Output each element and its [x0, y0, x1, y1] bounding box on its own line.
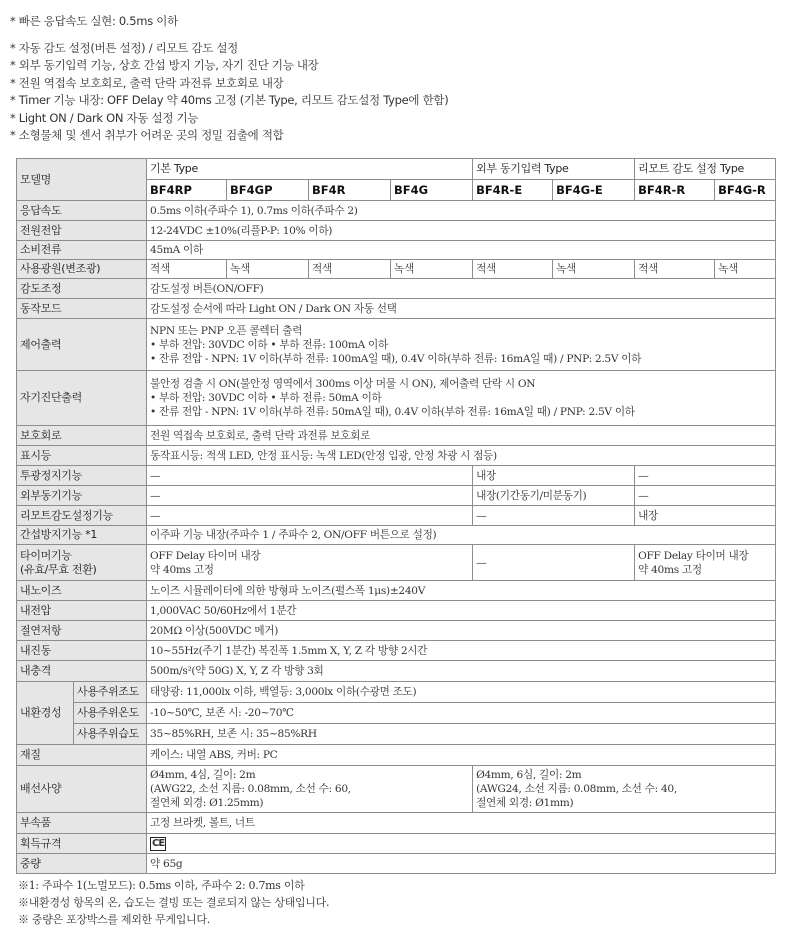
timer-label: 타이머기능 [20, 548, 72, 562]
light-color-cell: 적색 [635, 260, 715, 279]
footnotes [18, 877, 329, 928]
ce-mark-icon: CE [152, 838, 165, 849]
spec-table [16, 158, 776, 874]
feature-item: * 자동 감도 설정(버튼 설정) / 리모트 감도 설정 [10, 40, 238, 55]
diagnosis-line: 불안정 검출 시 ON(불안정 영역에서 300ms 이상 머물 시 ON), 제어출력 단락 시 ON [150, 378, 536, 390]
row-label: 표시등 [17, 446, 147, 466]
light-color-cell: 녹색 [227, 260, 309, 279]
row-value: 35~85%RH, 보존 시: 35~85%RH [147, 724, 776, 745]
sub-row-label: 사용주위습도 [74, 724, 147, 745]
row-value [147, 371, 776, 426]
row-label: 소비전류 [17, 241, 147, 260]
group-external: 외부 동기입력 Type [473, 159, 635, 180]
row-value: — [635, 466, 776, 486]
model-name: BF4G-E [553, 180, 635, 201]
light-color-cell: 녹색 [715, 260, 776, 279]
row-value: 1,000VAC 50/60Hz에서 1분간 [147, 601, 776, 621]
feature-item: * 소형물체 및 센서 취부가 어려운 곳의 정밀 검출에 적합 [10, 128, 284, 142]
model-name: BF4R-R [635, 180, 715, 201]
row-value: — [147, 506, 473, 526]
row-value: -10~50℃, 보존 시: -20~70℃ [147, 703, 776, 724]
row-value: 500m/s²(약 50G) X, Y, Z 각 방향 3회 [147, 661, 776, 682]
row-value: 20MΩ 이상(500VDC 메거) [147, 621, 776, 641]
cable-right-line: (AWG24, 소선 지름: 0.08mm, 소선 수: 40, [476, 783, 677, 795]
row-label: 재질 [17, 745, 147, 766]
row-label: 리모트감도설정기능 [17, 506, 147, 526]
row-value: 동작표시등: 적색 LED, 안정 표시등: 녹색 LED(안정 입광, 안정 차광 시 점등) [147, 446, 776, 466]
light-color-cell: 녹색 [553, 260, 635, 279]
model-name: BF4G [391, 180, 473, 201]
row-label: 응답속도 [17, 201, 147, 221]
diagnosis-line: • 잔류 전압 - NPN: 1V 이하(부하 전류: 50mA일 때), 0.4V 이하(부하 전류: 16mA일 때) / PNP: 2.5V 이하 [150, 406, 635, 418]
row-value [147, 834, 776, 854]
row-value: — [635, 486, 776, 506]
row-label: 동작모드 [17, 299, 147, 319]
row-value: 감도설정 순서에 따라 Light ON / Dark ON 자동 선택 [147, 299, 776, 319]
feature-item: * 전원 역접속 보호회로, 출력 단락 과전류 보호회로 내장 [10, 75, 284, 90]
row-value [147, 766, 473, 813]
cable-right-line: 절연체 외경: Ø1mm) [476, 797, 574, 809]
light-color-cell: 적색 [147, 260, 227, 279]
model-name: BF4R-E [473, 180, 553, 201]
footnote: ※1: 주파수 1(노멀모드): 0.5ms 이하, 주파수 2: 0.7ms 이하 [18, 879, 305, 892]
light-color-cell: 녹색 [391, 260, 473, 279]
timer-basic-line: 약 40ms 고정 [150, 563, 214, 576]
row-value: 45mA 이하 [147, 241, 776, 260]
model-label: 모델명 [17, 159, 147, 201]
feature-item: * Light ON / Dark ON 자동 설정 기능 [10, 110, 199, 125]
row-label: 투광정지기능 [17, 466, 147, 486]
cable-left-line: (AWG22, 소선 지름: 0.08mm, 소선 수: 60, [150, 783, 351, 795]
row-label: 획득규격 [17, 834, 147, 854]
row-value [473, 766, 776, 813]
control-line: NPN 또는 PNP 오픈 콜렉터 출력 [150, 324, 303, 337]
row-value: 내장 [473, 466, 635, 486]
row-label: 감도조정 [17, 279, 147, 299]
row-label: 내전압 [17, 601, 147, 621]
timer-basic-line: OFF Delay 타이머 내장 [150, 549, 261, 562]
row-label: 내진동 [17, 641, 147, 661]
row-label: 전원전압 [17, 221, 147, 241]
group-basic: 기본 Type [147, 159, 473, 180]
row-label: 부속품 [17, 813, 147, 834]
row-label: 자기진단출력 [17, 371, 147, 426]
row-value: — [147, 486, 473, 506]
row-value: 케이스: 내열 ABS, 커버: PC [147, 745, 776, 766]
row-label: 배선사양 [17, 766, 147, 813]
row-label: 내환경성 [17, 682, 74, 745]
row-label: 사용광원(변조광) [17, 260, 147, 279]
row-label: 중량 [17, 854, 147, 874]
model-name: BF4GP [227, 180, 309, 201]
row-value: 노이즈 시뮬레이터에 의한 방형파 노이즈(펄스폭 1μs)±240V [147, 581, 776, 601]
row-value [147, 545, 473, 581]
timer-label-sub: (유효/무효 전환) [20, 562, 97, 576]
row-value: 감도설정 버튼(ON/OFF) [147, 279, 776, 299]
feature-item: * 빠른 응답속도 실현: 0.5ms 이하 [10, 14, 178, 28]
row-label: 제어출력 [17, 319, 147, 371]
timer-remote-line: 약 40ms 고정 [638, 563, 702, 576]
footnote: ※내환경성 항목의 온, 습도는 결빙 또는 결로되지 않는 상태입니다. [18, 896, 330, 909]
cable-left-line: 절연체 외경: Ø1.25mm) [150, 797, 264, 809]
model-name: BF4G-R [715, 180, 776, 201]
row-value: — [147, 466, 473, 486]
sub-row-label: 사용주위온도 [74, 703, 147, 724]
row-value: 고정 브라켓, 볼트, 너트 [147, 813, 776, 834]
feature-list [10, 13, 448, 145]
timer-remote-line: OFF Delay 타이머 내장 [638, 549, 749, 562]
control-line: • 부하 전압: 30VDC 이하 • 부하 전류: 100mA 이하 [150, 338, 388, 351]
row-label [17, 545, 147, 581]
footnote: ※ 중량은 포장박스를 제외한 무게입니다. [18, 913, 210, 926]
row-value: 이주파 기능 내장(주파수 1 / 주파수 2, ON/OFF 버튼으로 설정) [147, 526, 776, 545]
row-value: 0.5ms 이하(주파수 1), 0.7ms 이하(주파수 2) [147, 201, 776, 221]
feature-item: * Timer 기능 내장: OFF Delay 약 40ms 고정 (기본 Type, 리모트 감도설정 Type에 한함) [10, 93, 449, 107]
row-value [635, 545, 776, 581]
row-value: 12-24VDC ±10%(리플P-P: 10% 이하) [147, 221, 776, 241]
row-label: 절연저항 [17, 621, 147, 641]
sub-row-label: 사용주위조도 [74, 682, 147, 703]
row-value: 약 65g [147, 854, 776, 874]
diagnosis-line: • 부하 전압: 30VDC 이하 • 부하 전류: 50mA 이하 [150, 392, 382, 404]
model-name: BF4R [309, 180, 391, 201]
model-name: BF4RP [147, 180, 227, 201]
row-value: 내장(기간동기/미분동기) [473, 486, 635, 506]
row-value [147, 319, 776, 371]
control-line: • 잔류 전압 - NPN: 1V 이하(부하 전류: 100mA일 때), 0.4V 이하(부하 전류: 16mA일 때) / PNP: 2.5V 이하 [150, 352, 642, 365]
row-value: 10~55Hz(주기 1분간) 복진폭 1.5mm X, Y, Z 각 방향 2시간 [147, 641, 776, 661]
row-value: 내장 [635, 506, 776, 526]
row-value: 태양광: 11,000lx 이하, 백열등: 3,000lx 이하(수광면 조도) [147, 682, 776, 703]
row-label: 내충격 [17, 661, 147, 682]
light-color-cell: 적색 [473, 260, 553, 279]
row-value: — [473, 545, 635, 581]
row-label: 보호회로 [17, 426, 147, 446]
cable-left-line: Ø4mm, 4심, 길이: 2m [150, 769, 256, 781]
row-label: 간섭방지기능 *1 [17, 526, 147, 545]
row-label: 외부동기기능 [17, 486, 147, 506]
group-remote: 리모트 감도 설정 Type [635, 159, 776, 180]
row-value: — [473, 506, 635, 526]
row-value: 전원 역접속 보호회로, 출력 단락 과전류 보호회로 [147, 426, 776, 446]
light-color-cell: 적색 [309, 260, 391, 279]
row-label: 내노이즈 [17, 581, 147, 601]
cable-right-line: Ø4mm, 6심, 길이: 2m [476, 769, 582, 781]
feature-item: * 외부 동기입력 기능, 상호 간섭 방지 기능, 자기 진단 기능 내장 [10, 58, 319, 72]
